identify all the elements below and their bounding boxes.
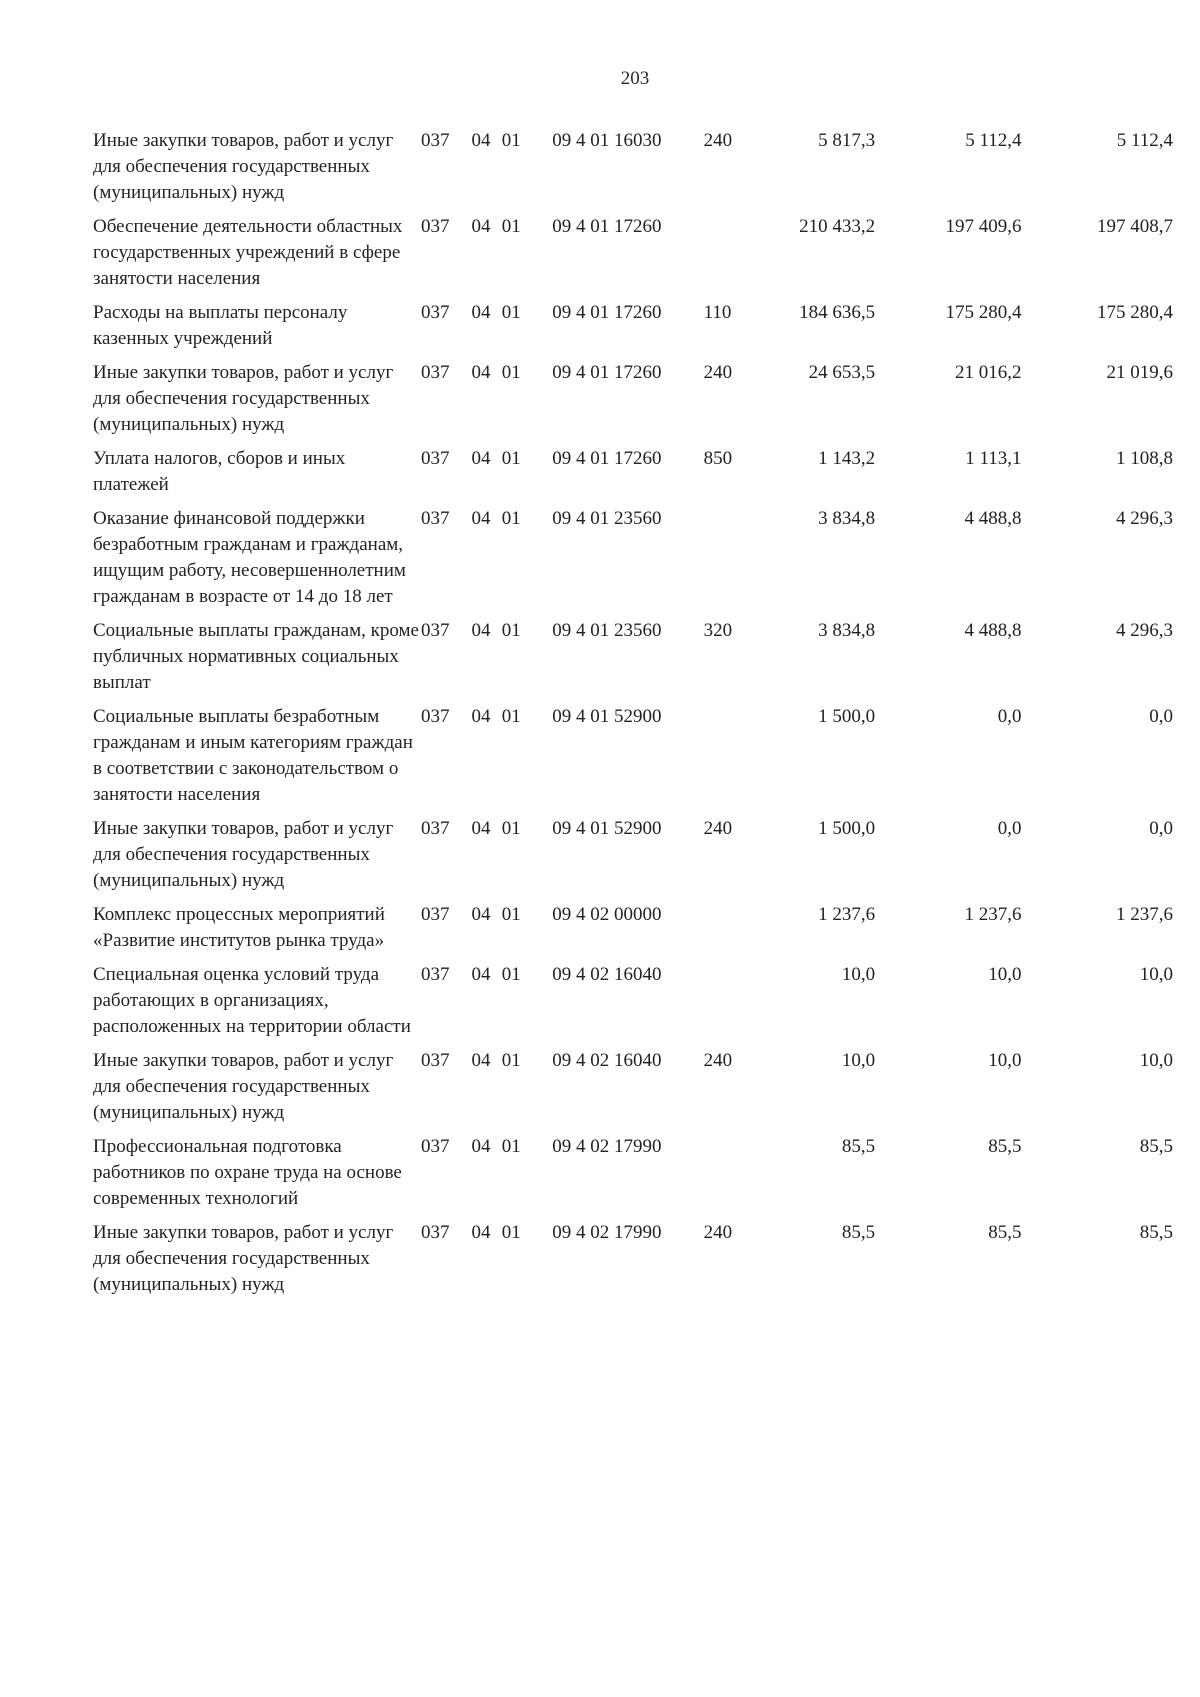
amount-year-2: 85,5 — [988, 1222, 1022, 1243]
expense-name: Иные закупки товаров, работ и услуг для обеспечения государственных (муниципальных) нужд — [93, 362, 394, 435]
amount-year-1: 5 817,3 — [818, 130, 876, 151]
expense-name: Оказание финансовой поддержки безработным гражданам и гражданам, ищущим работу, несовершеннолетним гражданам в возрасте от 14 до 18 лет — [93, 508, 406, 607]
amount-year-2: 10,0 — [988, 1050, 1022, 1071]
target-article-code: 09 4 01 52900 — [552, 818, 662, 839]
ministry-code: 037 — [421, 1050, 450, 1071]
target-article-code: 09 4 02 00000 — [552, 904, 662, 925]
amount-year-1: 1 237,6 — [818, 904, 876, 925]
expense-type-code: 320 — [703, 620, 733, 641]
subsection-code: 01 — [501, 362, 521, 383]
expense-name: Иные закупки товаров, работ и услуг для обеспечения государственных (муниципальных) нужд — [93, 130, 394, 203]
section-code: 04 — [471, 130, 491, 151]
section-code: 04 — [471, 904, 491, 925]
amount-year-2: 21 016,2 — [955, 362, 1022, 383]
section-code: 04 — [471, 1136, 491, 1157]
ministry-code: 037 — [421, 1136, 450, 1157]
subsection-code: 01 — [501, 1050, 521, 1071]
subsection-code: 01 — [501, 130, 521, 151]
target-article-code: 09 4 02 16040 — [552, 1050, 662, 1071]
amount-year-3: 85,5 — [1139, 1136, 1173, 1157]
amount-year-3: 4 296,3 — [1116, 620, 1173, 641]
page-number: 203 — [620, 68, 650, 89]
ministry-code: 037 — [421, 706, 450, 727]
expense-type-code: 240 — [703, 1050, 733, 1071]
expense-name: Иные закупки товаров, работ и услуг для обеспечения государственных (муниципальных) нужд — [93, 1222, 394, 1295]
ministry-code: 037 — [421, 130, 450, 151]
table-row — [93, 446, 1173, 506]
amount-year-2: 4 488,8 — [964, 508, 1022, 529]
target-article-code: 09 4 02 16040 — [552, 964, 662, 985]
amount-year-2: 175 280,4 — [945, 302, 1022, 323]
amount-year-3: 5 112,4 — [1116, 130, 1173, 151]
subsection-code: 01 — [501, 1222, 521, 1243]
expense-name: Социальные выплаты безработным гражданам и иным категориям граждан в соответствии с законодательством о занятости населения — [93, 706, 413, 805]
expense-type-code: 110 — [703, 302, 732, 323]
expense-type-code — [704, 1134, 765, 1220]
section-code: 04 — [471, 448, 491, 469]
amount-year-1: 3 834,8 — [818, 508, 876, 529]
section-code: 04 — [471, 818, 491, 839]
expense-name: Социальные выплаты гражданам, кроме публичных нормативных социальных выплат — [93, 620, 419, 693]
amount-year-3: 21 019,6 — [1106, 362, 1173, 383]
amount-year-3: 1 237,6 — [1116, 904, 1173, 925]
amount-year-1: 3 834,8 — [818, 620, 876, 641]
expense-type-code — [704, 214, 765, 300]
amount-year-3: 197 408,7 — [1097, 216, 1173, 237]
budget-table — [93, 128, 1173, 1306]
subsection-code: 01 — [501, 508, 521, 529]
section-code: 04 — [471, 1222, 491, 1243]
amount-year-1: 184 636,5 — [799, 302, 876, 323]
table-body — [93, 128, 1173, 1306]
amount-year-2: 197 409,6 — [945, 216, 1022, 237]
section-code: 04 — [471, 706, 491, 727]
ministry-code: 037 — [421, 1222, 450, 1243]
table-row — [93, 618, 1173, 704]
amount-year-2: 0,0 — [997, 706, 1022, 727]
subsection-code: 01 — [501, 706, 521, 727]
amount-year-3: 85,5 — [1139, 1222, 1173, 1243]
amount-year-3: 175 280,4 — [1097, 302, 1173, 323]
subsection-code: 01 — [501, 216, 521, 237]
amount-year-1: 1 500,0 — [818, 706, 876, 727]
ministry-code: 037 — [421, 362, 450, 383]
target-article-code: 09 4 01 17260 — [552, 448, 662, 469]
ministry-code: 037 — [421, 818, 450, 839]
table-row — [93, 214, 1173, 300]
section-code: 04 — [471, 508, 491, 529]
target-article-code: 09 4 01 17260 — [552, 362, 662, 383]
expense-type-code — [704, 962, 765, 1048]
amount-year-2: 1 237,6 — [964, 904, 1022, 925]
amount-year-2: 85,5 — [988, 1136, 1022, 1157]
amount-year-3: 0,0 — [1149, 706, 1173, 727]
ministry-code: 037 — [421, 904, 450, 925]
amount-year-2: 0,0 — [997, 818, 1022, 839]
expense-type-code: 240 — [703, 818, 733, 839]
amount-year-1: 85,5 — [841, 1222, 876, 1243]
expense-type-code — [704, 902, 765, 962]
expense-type-code: 240 — [703, 130, 733, 151]
amount-year-1: 10,0 — [841, 1050, 876, 1071]
amount-year-3: 10,0 — [1139, 1050, 1173, 1071]
table-row — [93, 1220, 1173, 1306]
target-article-code: 09 4 02 17990 — [552, 1222, 662, 1243]
expense-name: Профессиональная подготовка работников по охране труда на основе современных технологий — [93, 1136, 402, 1209]
amount-year-1: 1 500,0 — [818, 818, 876, 839]
subsection-code: 01 — [501, 1136, 521, 1157]
table-row — [93, 300, 1173, 360]
section-code: 04 — [471, 1050, 491, 1071]
expense-type-code — [704, 704, 765, 816]
expense-name: Специальная оценка условий труда работающих в организациях, расположенных на территории области — [93, 964, 411, 1037]
target-article-code: 09 4 01 52900 — [552, 706, 662, 727]
section-code: 04 — [471, 964, 491, 985]
expense-name: Иные закупки товаров, работ и услуг для обеспечения государственных (муниципальных) нужд — [93, 818, 394, 891]
target-article-code: 09 4 01 23560 — [552, 620, 662, 641]
target-article-code: 09 4 01 23560 — [552, 508, 662, 529]
amount-year-1: 210 433,2 — [799, 216, 876, 237]
ministry-code: 037 — [421, 620, 450, 641]
section-code: 04 — [471, 302, 491, 323]
amount-year-3: 1 108,8 — [1116, 448, 1173, 469]
subsection-code: 01 — [501, 448, 521, 469]
amount-year-2: 5 112,4 — [965, 130, 1022, 151]
table-row — [93, 128, 1173, 214]
expense-type-code: 850 — [703, 448, 733, 469]
table-row — [93, 506, 1173, 618]
table-row — [93, 704, 1173, 816]
expense-type-code: 240 — [703, 362, 733, 383]
table-row — [93, 360, 1173, 446]
expense-name: Уплата налогов, сборов и иных платежей — [93, 448, 346, 495]
subsection-code: 01 — [501, 620, 521, 641]
target-article-code: 09 4 01 17260 — [552, 302, 662, 323]
subsection-code: 01 — [501, 964, 521, 985]
target-article-code: 09 4 01 16030 — [552, 130, 662, 151]
table-row — [93, 1134, 1173, 1220]
section-code: 04 — [471, 620, 491, 641]
amount-year-1: 85,5 — [841, 1136, 876, 1157]
subsection-code: 01 — [501, 904, 521, 925]
ministry-code: 037 — [421, 216, 450, 237]
amount-year-2: 1 113,1 — [965, 448, 1022, 469]
table-row — [93, 902, 1173, 962]
ministry-code: 037 — [421, 508, 450, 529]
target-article-code: 09 4 02 17990 — [552, 1136, 662, 1157]
amount-year-3: 10,0 — [1139, 964, 1173, 985]
target-article-code: 09 4 01 17260 — [552, 216, 662, 237]
expense-name: Комплекс процессных мероприятий «Развитие институтов рынка труда» — [93, 904, 385, 951]
ministry-code: 037 — [421, 448, 450, 469]
expense-name: Расходы на выплаты персоналу казенных учреждений — [93, 302, 348, 349]
section-code: 04 — [471, 362, 491, 383]
expense-name: Обеспечение деятельности областных государственных учреждений в сфере занятости населения — [93, 216, 403, 289]
subsection-code: 01 — [501, 302, 521, 323]
amount-year-1: 24 653,5 — [808, 362, 876, 383]
expense-type-code: 240 — [703, 1222, 733, 1243]
amount-year-1: 1 143,2 — [818, 448, 876, 469]
amount-year-3: 4 296,3 — [1116, 508, 1173, 529]
table-row — [93, 816, 1173, 902]
amount-year-3: 0,0 — [1149, 818, 1173, 839]
subsection-code: 01 — [501, 818, 521, 839]
amount-year-2: 10,0 — [988, 964, 1022, 985]
table-row — [93, 1048, 1173, 1134]
amount-year-1: 10,0 — [841, 964, 876, 985]
ministry-code: 037 — [421, 302, 450, 323]
table-row — [93, 962, 1173, 1048]
amount-year-2: 4 488,8 — [964, 620, 1022, 641]
expense-name: Иные закупки товаров, работ и услуг для обеспечения государственных (муниципальных) нужд — [93, 1050, 394, 1123]
section-code: 04 — [471, 216, 491, 237]
expense-type-code — [704, 506, 765, 618]
ministry-code: 037 — [421, 964, 450, 985]
